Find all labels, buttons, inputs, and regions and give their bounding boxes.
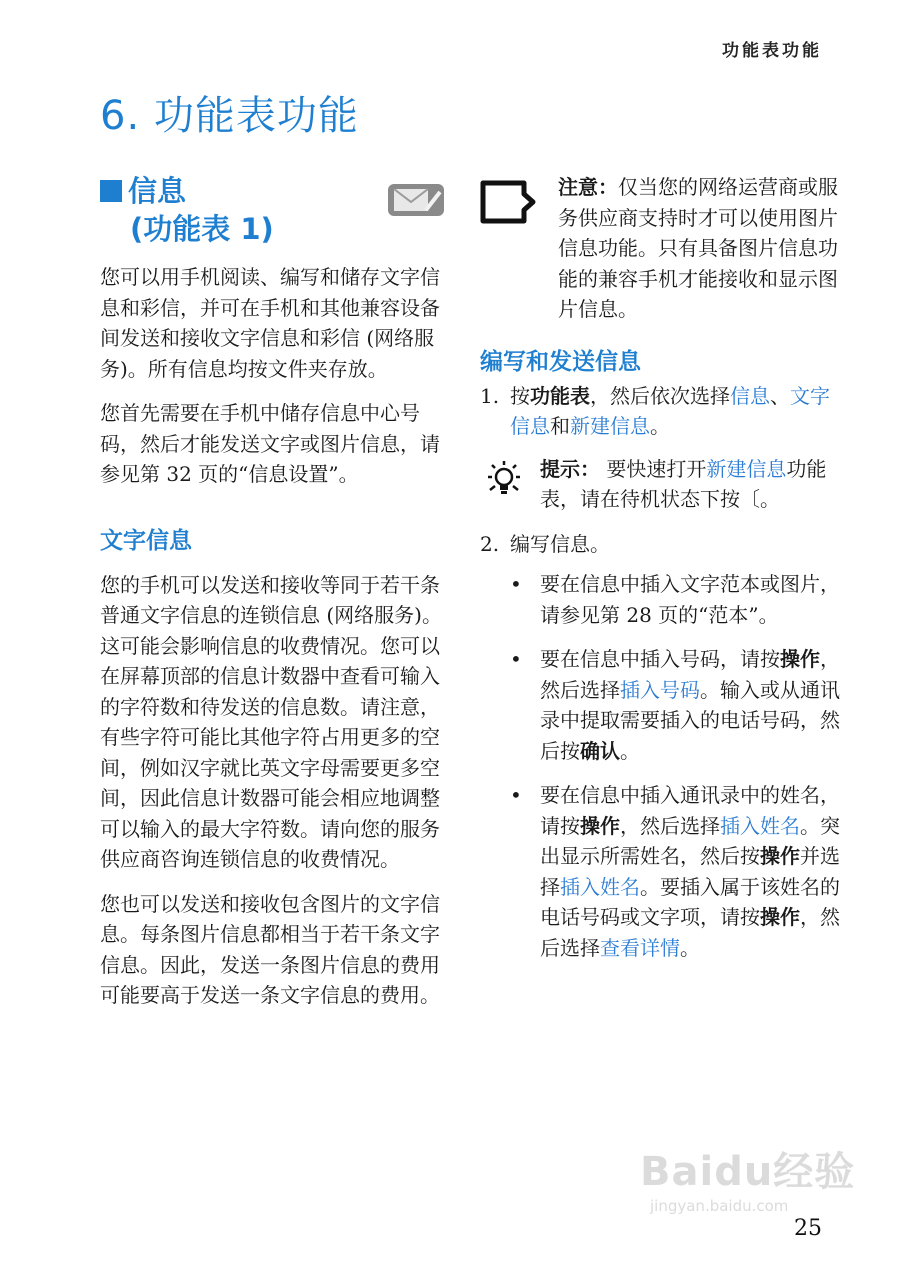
options-key-label: 操作 — [760, 844, 800, 868]
message-envelope-icon — [386, 180, 446, 220]
bullet-text: ，然后选择 — [620, 813, 720, 838]
watermark-logo-text: Baidu经验 — [640, 1149, 856, 1195]
menu-item-insert-name: 插入姓名 — [560, 874, 640, 899]
step-1 — [480, 381, 840, 442]
bullet-text: ，然后选择 — [540, 905, 840, 960]
step-text: 编写信息。 — [510, 531, 610, 556]
step-number: 2. — [480, 531, 500, 556]
right-column — [480, 172, 840, 977]
options-key-label: 操作 — [780, 647, 820, 671]
bullet-insert-name — [480, 780, 840, 963]
tip-label: 提示： — [540, 456, 600, 481]
menu-item-create-message: 新建信息 — [706, 456, 787, 481]
concatenated-messages-paragraph: 您的手机可以发送和接收等同于若干条普通文字信息的连锁信息 (网络服务)。这可能会影响信息的收费情况。您可以在屏幕顶部的信息计数器中查看可输入的字符数和待发送的信息数。请注意，有些字符可能比其他字符占用更多的空间，例如汉字就比英文字母需要更多空间，因此信息计数器可能会相应地调整可以输入的最大字符数。请向您的服务供应商咨询连锁信息的收费情况。 — [100, 572, 442, 871]
tip-text: 要快速打开 — [600, 456, 707, 481]
intro-paragraph: 您可以用手机阅读、编写和储存文字信息和彩信，并可在手机和其他兼容设备间发送和接收文字信息和彩信 (网络服务)。所有信息均按文件夹存放。 — [100, 265, 440, 381]
options-key-label: 操作 — [580, 813, 620, 838]
message-center-paragraph: 您首先需要在手机中储存信息中心号码，然后才能发送文字或图片信息，请参见第 32 页的“信息设置”。 — [100, 401, 440, 486]
section-title-line2: (功能表 1) — [130, 212, 274, 246]
step-text: 。 — [650, 414, 670, 438]
page-number: 25 — [794, 1216, 822, 1241]
note-label: 注意： — [558, 175, 618, 199]
menu-item-messages: 信息 — [730, 383, 770, 408]
bullet-text: 要在信息中插入通讯录中的姓名，请按 — [540, 783, 840, 838]
section-square-icon — [100, 180, 122, 202]
bullet-insert-template — [480, 569, 840, 630]
left-column — [100, 172, 450, 1025]
section-title-messages — [100, 172, 450, 248]
text-messages-heading: 文字信息 — [100, 527, 192, 554]
menu-item-insert-name: 插入姓名 — [720, 813, 800, 838]
step-text: 、 — [770, 383, 790, 408]
menu-item-create-message: 新建信息 — [570, 414, 650, 438]
bullet-text: 。突出显示所需姓名，然后按 — [540, 813, 840, 868]
note-text: 仅当您的网络运营商或服务供应商支持时才可以使用图片信息功能。只有具备图片信息功能的兼容手机才能接收和显示图片信息。 — [558, 175, 838, 321]
step-2 — [480, 529, 840, 560]
bullet-dot: • — [510, 572, 522, 596]
tip-lightbulb-icon — [480, 460, 528, 498]
ok-key-label: 确认 — [580, 738, 620, 763]
bullet-text: 。 — [680, 935, 700, 960]
bullet-dot: • — [510, 783, 522, 807]
bullet-text: 。要插入属于该姓名的电话号码或文字项，请按 — [540, 874, 840, 929]
compose-send-heading: 编写和发送信息 — [480, 348, 641, 375]
menu-key-label: 功能表 — [530, 383, 590, 408]
options-key-label: 操作 — [760, 905, 800, 929]
bullet-text: 。输入或从通讯录中提取需要插入的电话号码，然后按 — [540, 677, 840, 763]
chapter-title: 6. 功能表功能 — [100, 93, 359, 139]
baidu-watermark — [640, 1140, 860, 1240]
note-icon — [480, 180, 536, 224]
step-text: 按 — [510, 383, 530, 408]
section-title-line1: 信息 — [128, 174, 187, 208]
bullet-text: 要在信息中插入文字范本或图片，请参见第 28 页的“范本”。 — [540, 572, 840, 627]
bullet-insert-number — [480, 644, 840, 766]
bullet-dot: • — [510, 647, 522, 671]
tip-text: 功能表，请在待机状态下按〔。 — [540, 456, 827, 511]
bullet-text: 。 — [620, 738, 640, 763]
step-text: ，然后依次选择 — [590, 383, 730, 408]
step-number: 1. — [480, 383, 500, 408]
bullet-text: 要在信息中插入号码，请按 — [540, 647, 780, 671]
menu-item-view-details: 查看详情 — [600, 935, 680, 960]
bullet-text: 并选择 — [540, 844, 840, 899]
bullet-text: ，然后选择 — [540, 647, 840, 702]
step-text: 和 — [550, 414, 570, 438]
running-header: 功能表功能 — [722, 41, 822, 61]
note-block — [480, 172, 840, 325]
menu-item-text-messages: 文字信息 — [510, 383, 830, 438]
menu-item-insert-number: 插入号码 — [620, 677, 700, 702]
tip-block — [480, 454, 840, 515]
watermark-url: jingyan.baidu.com — [650, 1197, 789, 1215]
picture-messages-paragraph: 您也可以发送和接收包含图片的文字信息。每条图片信息都相当于若干条文字信息。因此，发送一条图片信息的费用可能要高于发送一条文字信息的费用。 — [100, 891, 440, 1007]
